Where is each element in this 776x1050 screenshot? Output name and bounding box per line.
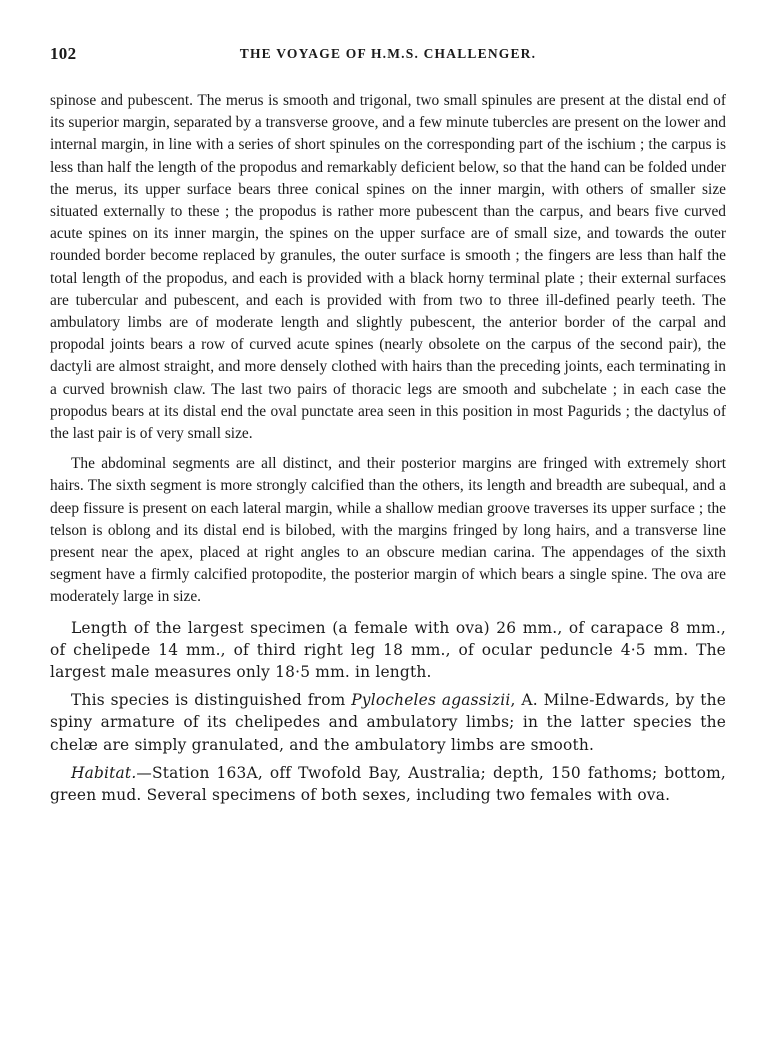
paragraph-measurements: Length of the largest specimen (a female with ova) 26 mm., of carapace 8 mm., of chelipede 14 mm., of third right leg 18 mm., of ocular peduncle 4·5 mm. The largest male measures only 18·5 mm. in length. bbox=[50, 618, 726, 682]
page-header bbox=[50, 44, 726, 72]
running-title: THE VOYAGE OF H.M.S. CHALLENGER. bbox=[239, 46, 537, 61]
document-page bbox=[50, 44, 726, 814]
distinction-text-end: , A. Milne-Edwards, by the spiny armature of its chelipedes and ambulatory limbs; in the latter species the chelæ are simply granulated, and the ambulatory limbs are smooth. bbox=[50, 691, 727, 754]
habitat-text: —Station 163A, off Twofold Bay, Australia; depth, 150 fathoms; bottom, green mud. Several specimens of both sexes, including two females with ova. bbox=[50, 763, 726, 805]
paragraph-limb-description: spinose and pubescent. The merus is smooth and trigonal, two small spinules are present at the distal end of its superior margin, separated by a transverse groove, and a few minute tubercles are present on the lower and internal margin, in line with a series of short spinules on the corresponding part of the ischium ; the carpus is less than half the length of the propodus and remarkably deficient below, so that the hand can be folded under the merus, its upper surface bears three conical spines on the inner margin, with others of smaller size situated externally to these ; the propodus is rather more pubescent than the carpus, and bears five curved acute spines on its inner margin, the spines on the upper surface are of small size, and towards the outer rounded border become replaced by granules, the outer surface is smooth ; the fingers are less than half the total length of the propodus, and each is provided with a black horny terminal plate ; their external surfaces are tubercular and pubescent, and each is provided with from two to three ill-defined pearly teeth. The ambulatory limbs are of moderate length and slightly pubescent, the anterior border of the carpal and propodal joints bears a row of curved acute spines (nearly obsolete on the carpus of the second pair), the dactyli are almost straight, and more densely clothed with hairs than the preceding joints, each terminating in a curved brownish claw. The last two pairs of thoracic legs are smooth and subchelate ; in each case the propodus bears at its distal end the oval punctate area seen in this position in most Pagurids ; the dactylus of the last pair is of very small size. bbox=[50, 92, 726, 443]
species-name: Pylocheles agassizii bbox=[351, 691, 511, 710]
habitat-label: Habitat. bbox=[71, 763, 137, 782]
page-number: 102 bbox=[50, 44, 77, 63]
distinction-text-start: This species is distinguished from bbox=[71, 691, 352, 710]
paragraph-habitat bbox=[50, 762, 726, 806]
paragraph-abdominal-segments: The abdominal segments are all distinct, and their posterior margins are fringed with extremely short hairs. The sixth segment is more strongly calcified than the others, its length and breadth are subequal, and a deep fissure is present on each lateral margin, while a shallow median groove traverses its upper surface ; the telson is oblong and its distal end is bilobed, with the margins fringed by long hairs, and a transverse line present near the apex, placed at right angles to an obscure median carina. The appendages of the sixth segment have a firmly calcified protopodite, the posterior margin of which bears a single spine. The ova are moderately large in size. bbox=[50, 455, 726, 606]
body-text bbox=[50, 90, 726, 806]
paragraph-distinction bbox=[50, 689, 726, 756]
